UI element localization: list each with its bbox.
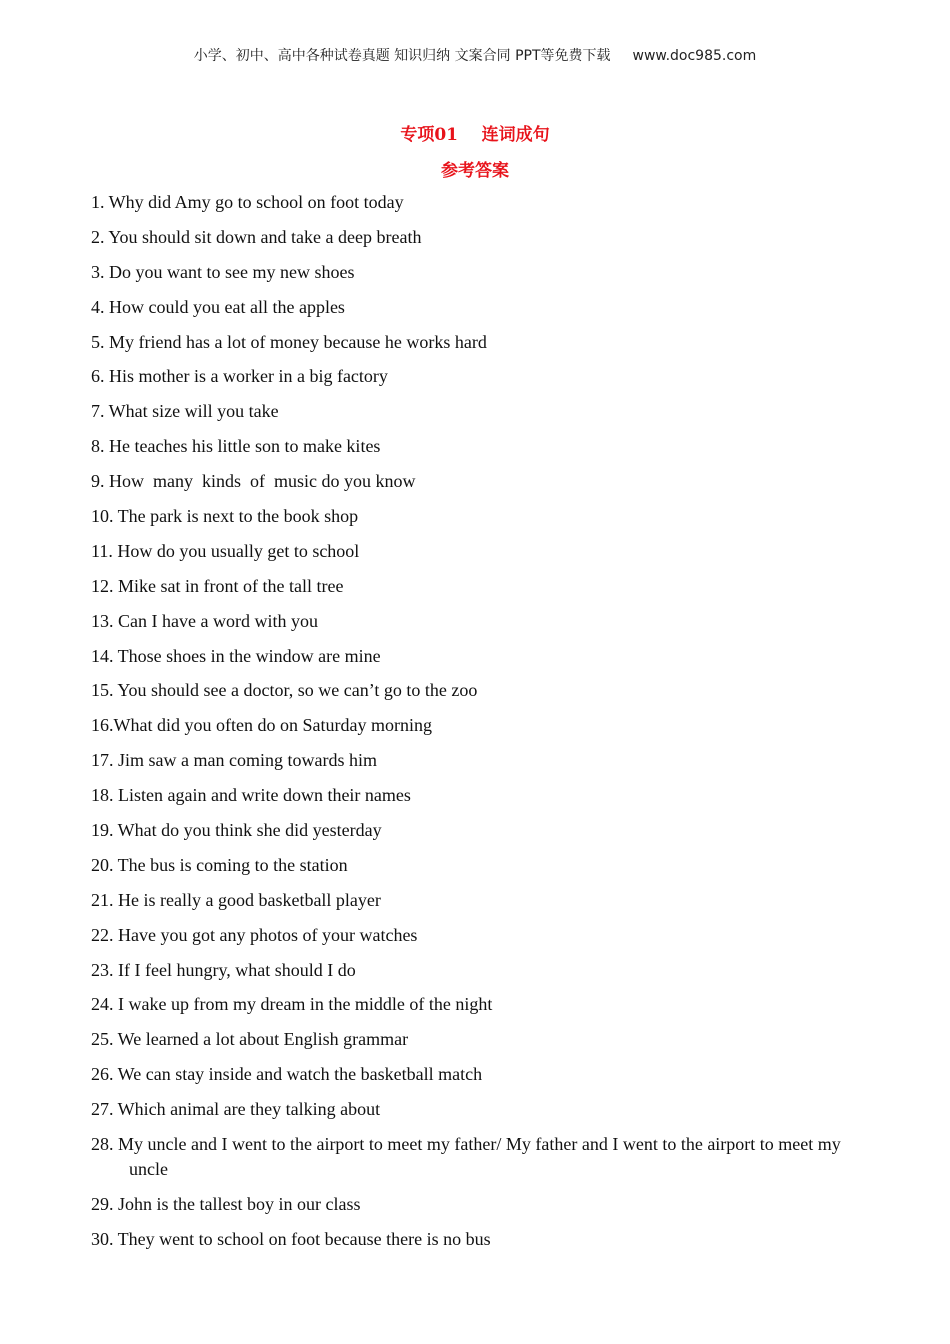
- answer-item: 4. How could you eat all the apples: [91, 296, 345, 317]
- header-text: 小学、初中、高中各种试卷真题 知识归纳 文案合同 PPT等免费下载: [193, 48, 611, 64]
- answer-item: 21. He is really a good basketball player: [91, 889, 381, 910]
- answer-item: 18. Listen again and write down their names: [91, 785, 411, 806]
- answer-item: 10. The park is next to the book shop: [91, 506, 359, 527]
- answer-list: [91, 190, 871, 1262]
- answer-item: 20. The bus is coming to the station: [91, 854, 348, 875]
- answer-item: 9. How many kinds of music do you know: [91, 471, 416, 492]
- answer-item: 8. He teaches his little son to make kites: [91, 436, 381, 457]
- page-header: [0, 45, 950, 65]
- answer-item: 26. We can stay inside and watch the basketball match: [91, 1064, 483, 1085]
- answer-item: 11. How do you usually get to school: [91, 540, 360, 561]
- answer-item: 27. Which animal are they talking about: [91, 1099, 381, 1120]
- document-subtitle: 参考答案: [441, 161, 509, 181]
- answer-item: 5. My friend has a lot of money because he works hard: [91, 331, 487, 352]
- answer-item: 22. Have you got any photos of your watches: [91, 924, 418, 945]
- answer-item: 29. John is the tallest boy in our class: [91, 1193, 361, 1214]
- answer-item: 13. Can I have a word with you: [91, 610, 318, 631]
- answer-item: 15. You should see a doctor, so we can’t go to the zoo: [91, 680, 478, 701]
- answer-item: 28. My uncle and I went to the airport to meet my father/ My father and I went to the airport to meet my uncle: [91, 1134, 846, 1180]
- answer-item: 14. Those shoes in the window are mine: [91, 645, 381, 666]
- document-title: 专项01 连词成句: [400, 125, 550, 145]
- answer-item: 25. We learned a lot about English grammar: [91, 1029, 409, 1050]
- answer-item: 1. Why did Amy go to school on foot today: [91, 192, 404, 212]
- answer-item: 16.What did you often do on Saturday morning: [91, 715, 432, 736]
- answer-item: 30. They went to school on foot because there is no bus: [91, 1228, 491, 1249]
- answer-item: 19. What do you think she did yesterday: [91, 820, 382, 841]
- answer-item: 24. I wake up from my dream in the middle of the night: [91, 994, 493, 1015]
- header-site-link[interactable]: www.doc985.com: [632, 48, 757, 64]
- answer-item: 2. You should sit down and take a deep breath: [91, 226, 422, 247]
- answer-item: 6. His mother is a worker in a big factory: [91, 366, 388, 387]
- answer-item: 23. If I feel hungry, what should I do: [91, 959, 356, 980]
- answer-item: 3. Do you want to see my new shoes: [91, 261, 355, 282]
- answer-item: 12. Mike sat in front of the tall tree: [91, 575, 344, 596]
- answer-item: 7. What size will you take: [91, 401, 279, 422]
- answer-item: 17. Jim saw a man coming towards him: [91, 750, 377, 771]
